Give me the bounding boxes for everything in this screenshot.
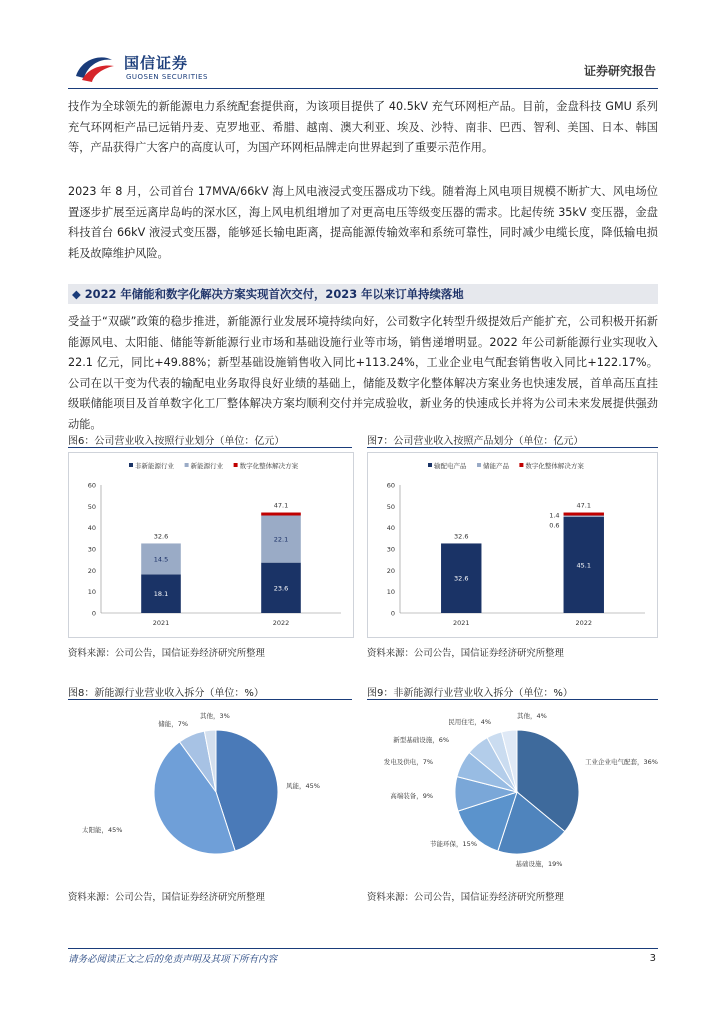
fig9-rule — [367, 699, 658, 700]
fig7-source: 资料来源：公司公告，国信证券经济研究所整理 — [367, 648, 564, 659]
fig9-pie-chart — [367, 704, 658, 880]
fig6-rule — [68, 447, 352, 448]
x-tick-label: 2022 — [272, 619, 290, 627]
y-tick-label: 10 — [87, 588, 96, 597]
paragraph-1: 技作为全球领先的新能源电力系统配套提供商，为该项目提供了 40.5kV 充气环网柜产品。目前，金盘科技 GMU 系列充气环网柜产品已远销丹麦、克罗地亚、希腊、越南、澳大利亚、埃及、沙特、南非、巴西、智利、美国、日本、韩国等，产品获得广大客户的高度认可，为国产环网柜品牌走向世界起到了重要示范作用。 — [68, 100, 658, 154]
guosen-logo-icon — [72, 52, 116, 84]
legend-label: 数字化整体解决方案 — [525, 462, 584, 470]
pie-label: 太阳能，45% — [82, 826, 123, 834]
pie-label: 新型基础设施，6% — [393, 736, 449, 744]
y-tick-label: 20 — [87, 566, 96, 575]
legend-label: 非新能源行业 — [135, 462, 174, 470]
legend-swatch — [428, 463, 432, 467]
pie-label: 基础设施，19% — [515, 860, 563, 868]
bar-data-label: 22.1 — [273, 535, 289, 544]
legend-swatch — [129, 463, 133, 467]
bar-data-label: 18.1 — [153, 590, 169, 599]
bar-data-label: 23.6 — [273, 584, 289, 593]
legend-swatch — [477, 463, 481, 467]
disclaimer: 请务必阅读正文之后的免责声明及其项下所有内容 — [68, 954, 278, 965]
y-tick-label: 20 — [386, 566, 395, 575]
fig7-rule — [367, 447, 658, 448]
pie-label: 节能环保，15% — [430, 840, 477, 848]
y-tick-label: 50 — [386, 502, 395, 511]
logo-name-cn: 国信证券 — [124, 54, 189, 72]
header-rule — [68, 88, 658, 89]
bar-data-label: 32.6 — [454, 574, 469, 583]
fig6-frame — [68, 452, 354, 638]
fig8-source: 资料来源：公司公告，国信证券经济研究所整理 — [68, 892, 265, 903]
pie-label: 风能，45% — [286, 782, 320, 790]
fig9-source: 资料来源：公司公告，国信证券经济研究所整理 — [367, 892, 564, 903]
footer-rule — [68, 948, 658, 949]
bar-segment — [564, 513, 604, 516]
bar-data-label: 45.1 — [576, 561, 591, 570]
paragraph-2: 2023 年 8 月，公司首台 17MVA/66kV 海上风电液浸式变压器成功下线。随着海上风电项目规模不断扩大、风电场位置逐步扩展至远离岸岛屿的深水区，海上风电机组增加了对更高电压等级变压器的需求。比起传统 35kV 变压器，金盘科技首台 66kV 液浸式变压器，能够延长输电距离，提高能源传输效率和系统可靠性，同时减少电缆长度，降低输电损耗及故障维护风险。 — [68, 185, 658, 260]
y-tick-label: 30 — [87, 545, 96, 554]
pie-label: 其他，4% — [517, 712, 547, 720]
bar-total-label: 32.6 — [153, 532, 169, 541]
pie-label: 民用住宅，4% — [448, 718, 491, 726]
bar-segment — [564, 516, 604, 517]
fig7-stacked-bar-chart — [368, 453, 657, 637]
legend-label: 数字化整体解决方案 — [239, 462, 299, 470]
x-tick-label: 2021 — [152, 619, 170, 627]
y-tick-label: 10 — [386, 588, 395, 597]
fig9-title: 图9：非新能源行业营业收入拆分（单位：%） — [367, 688, 573, 699]
legend-label: 输配电产品 — [434, 462, 467, 470]
fig6-title: 图6：公司营业收入按照行业划分（单位：亿元） — [68, 436, 285, 447]
y-tick-label: 40 — [87, 524, 96, 533]
legend-label: 储能产品 — [483, 462, 509, 470]
logo-name-en: GUOSEN SECURITIES — [126, 73, 208, 81]
y-tick-label: 60 — [87, 481, 96, 490]
fig8-rule — [68, 699, 352, 700]
legend-swatch — [519, 463, 523, 467]
pie-label: 其他，3% — [200, 712, 230, 720]
x-tick-label: 2022 — [575, 619, 593, 627]
page-number: 3 — [649, 953, 656, 964]
legend-swatch — [185, 463, 189, 467]
y-tick-label: 0 — [91, 609, 96, 618]
fig6-stacked-bar-chart — [69, 453, 353, 637]
fig6-source: 资料来源：公司公告，国信证券经济研究所整理 — [68, 648, 265, 659]
report-type: 证券研究报告 — [583, 64, 656, 78]
pie-label: 发电及供电，7% — [383, 758, 433, 766]
bar-segment — [261, 513, 301, 516]
pie-label: 储能，7% — [158, 720, 188, 728]
fig7-title: 图7：公司营业收入按照产品划分（单位：亿元） — [367, 436, 584, 447]
fig8-title: 图8：新能源行业营业收入拆分（单位：%） — [68, 688, 264, 699]
diamond-bullet-icon: ◆ — [72, 287, 81, 301]
paragraph-3: 受益于“双碳”政策的稳步推进，新能源行业发展环境持续向好，公司数字化转型升级提效后产能扩充，公司积极开拓新能源风电、太阳能、储能等新能源行业市场和基础设施行业等市场，销售递增明显。2022 年公司新能源行业实现收入 22.1 亿元，同比+49.88%；新型基础设施销售收入同比+113.24%，工业企业电气配套销售收入同比+122.17%。公司在以干变为代表的输配电业务取得良好业绩的基础上，储能及数字化整体解决方案业务也快速发展，首单高压直挂级联储能项目及首单数字化工厂整体解决方案均顺利交付并完成验收，新业务的快速成长并将为公司未来发展提供强劲动能。 — [68, 315, 658, 431]
bar-total-label: 32.6 — [454, 532, 469, 541]
y-tick-label: 30 — [386, 545, 395, 554]
y-tick-label: 0 — [390, 609, 395, 618]
bar-data-label: 1.4 — [549, 511, 560, 520]
bar-data-label: 14.5 — [153, 555, 169, 564]
y-tick-label: 60 — [386, 481, 395, 490]
pie-label: 高端装备，9% — [390, 792, 433, 800]
x-tick-label: 2021 — [452, 619, 470, 627]
bar-total-label: 47.1 — [273, 501, 289, 510]
bar-data-label: 0.6 — [549, 521, 560, 530]
fig7-frame — [367, 452, 658, 638]
y-tick-label: 40 — [386, 524, 395, 533]
section-title: ◆ 2022 年储能和数字化解决方案实现首次交付，2023 年以来订单持续落地 — [72, 287, 464, 301]
pie-label: 工业企业电气配套，36% — [585, 758, 658, 766]
fig8-pie-chart — [68, 704, 352, 880]
legend-label: 新能源行业 — [190, 462, 224, 470]
bar-total-label: 47.1 — [576, 501, 591, 510]
legend-swatch — [234, 463, 238, 467]
y-tick-label: 50 — [87, 502, 96, 511]
